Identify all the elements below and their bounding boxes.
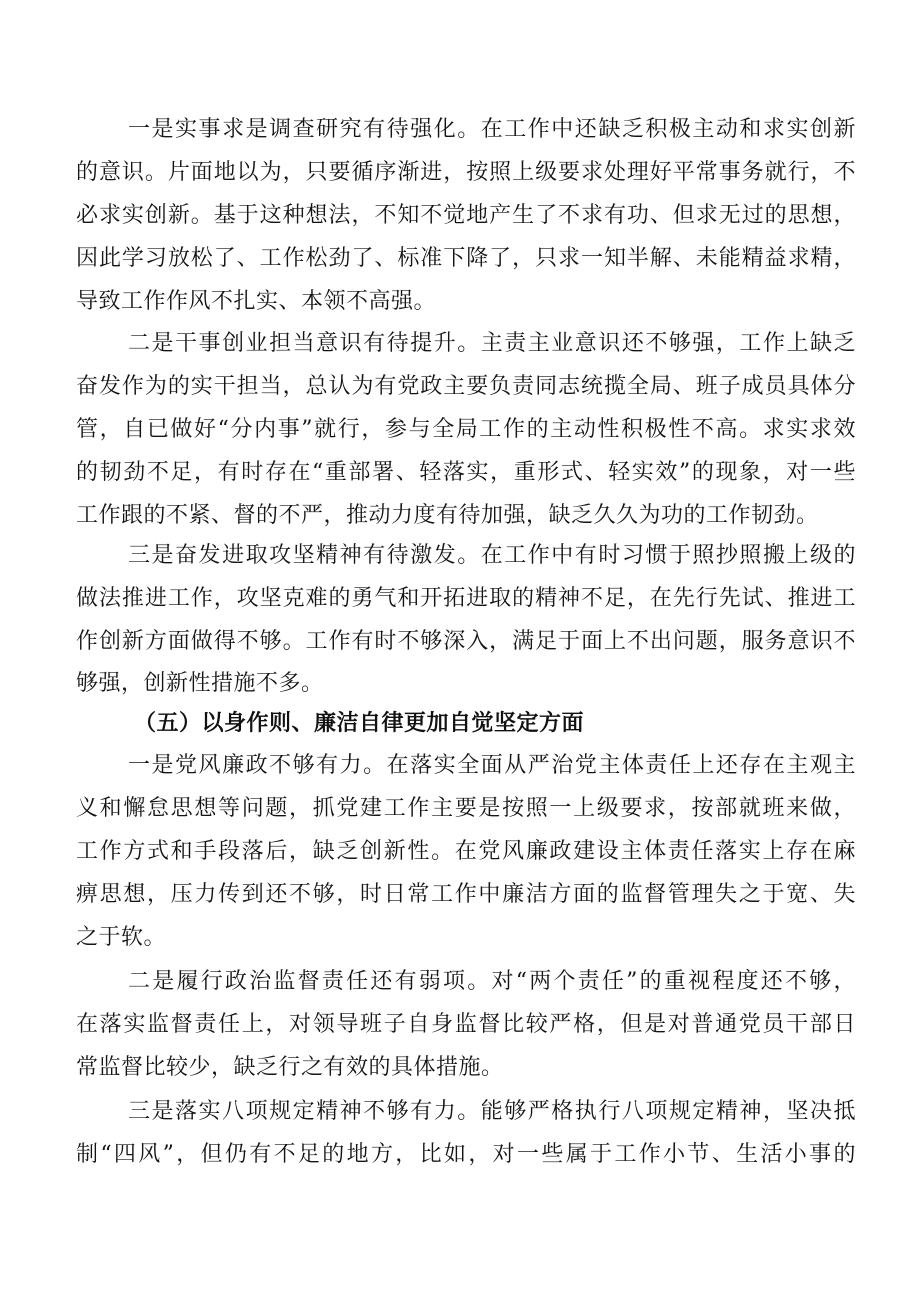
paragraph-1-line-2: 的意识。片面地以为，只要循序渐进，按照上级要求处理好平常事务就行，不 [76, 160, 856, 185]
paragraph-4-line-1: 一是党风廉政不够有力。在落实全面从严治党主体责任上还存在主观主 [128, 753, 856, 778]
paragraph-1-line-3: 必求实创新。基于这种想法，不知不觉地产生了不求有功、但求无过的思想， [76, 203, 856, 228]
paragraph-1-line-1: 一是实事求是调查研究有待强化。在工作中还缺乏积极主动和求实创新 [128, 117, 856, 142]
paragraph-1-line-5: 导致工作作风不扎实、本领不高强。 [76, 289, 437, 314]
paragraph-2-line-4: 的韧劲不足，有时存在“重部署、轻落实，重形式、轻实效”的现象，对一些 [76, 460, 856, 485]
paragraph-3-line-4: 够强，创新性措施不多。 [76, 671, 324, 696]
paragraph-3-line-2: 做法推进工作，攻坚克难的勇气和开拓进取的精神不足，在先行先试、推进工 [76, 586, 856, 611]
paragraph-6-line-2: 制“四风”，但仍有不足的地方，比如，对一些属于工作小节、生活小事的 [76, 1142, 856, 1167]
paragraph-2-line-5: 工作跟的不紧、督的不严，推动力度有待加强，缺乏久久为功的工作韧劲。 [76, 503, 819, 528]
paragraph-5-line-2: 在落实监督责任上，对领导班子自身监督比较严格，但是对普通党员干部日 [76, 1012, 856, 1037]
paragraph-5-line-3: 常监督比较少，缺乏行之有效的具体措施。 [76, 1055, 504, 1080]
paragraph-1-line-4: 因此学习放松了、工作松劲了、标准下降了，只求一知半解、未能精益求精， [76, 246, 856, 271]
paragraph-4-line-5: 之于软。 [76, 925, 167, 950]
paragraph-2-line-2: 奋发作为的实干担当，总认为有党政主要负责同志统揽全局、班子成员具体分 [76, 374, 856, 399]
paragraph-3-line-3: 作创新方面做得不够。工作有时不够深入，满足于面上不出问题，服务意识不 [76, 629, 856, 654]
paragraph-4-line-3: 工作方式和手段落后，缺乏创新性。在党风廉政建设主体责任落实上存在麻 [76, 839, 856, 864]
paragraph-5-line-1: 二是履行政治监督责任还有弱项。对“两个责任”的重视程度还不够， [128, 969, 856, 994]
paragraph-4-line-2: 义和懈怠思想等问题，抓党建工作主要是按照一上级要求，按部就班来做， [76, 796, 856, 821]
section-heading: （五）以身作则、廉洁自律更加自觉坚定方面 [134, 711, 585, 736]
paragraph-2-line-1: 二是干事创业担当意识有待提升。主责主业意识还不够强，工作上缺乏 [128, 331, 856, 356]
paragraph-2-line-3: 管，自已做好“分内事”就行，参与全局工作的主动性积极性不高。求实求效 [76, 417, 856, 442]
paragraph-4-line-4: 痹思想，压力传到还不够，时日常工作中廉洁方面的监督管理失之于宽、失 [76, 882, 856, 907]
paragraph-6-line-1: 三是落实八项规定精神不够有力。能够严格执行八项规定精神，坚决抵 [128, 1099, 856, 1124]
paragraph-3-line-1: 三是奋发进取攻坚精神有待激发。在工作中有时习惯于照抄照搬上级的 [128, 543, 856, 568]
